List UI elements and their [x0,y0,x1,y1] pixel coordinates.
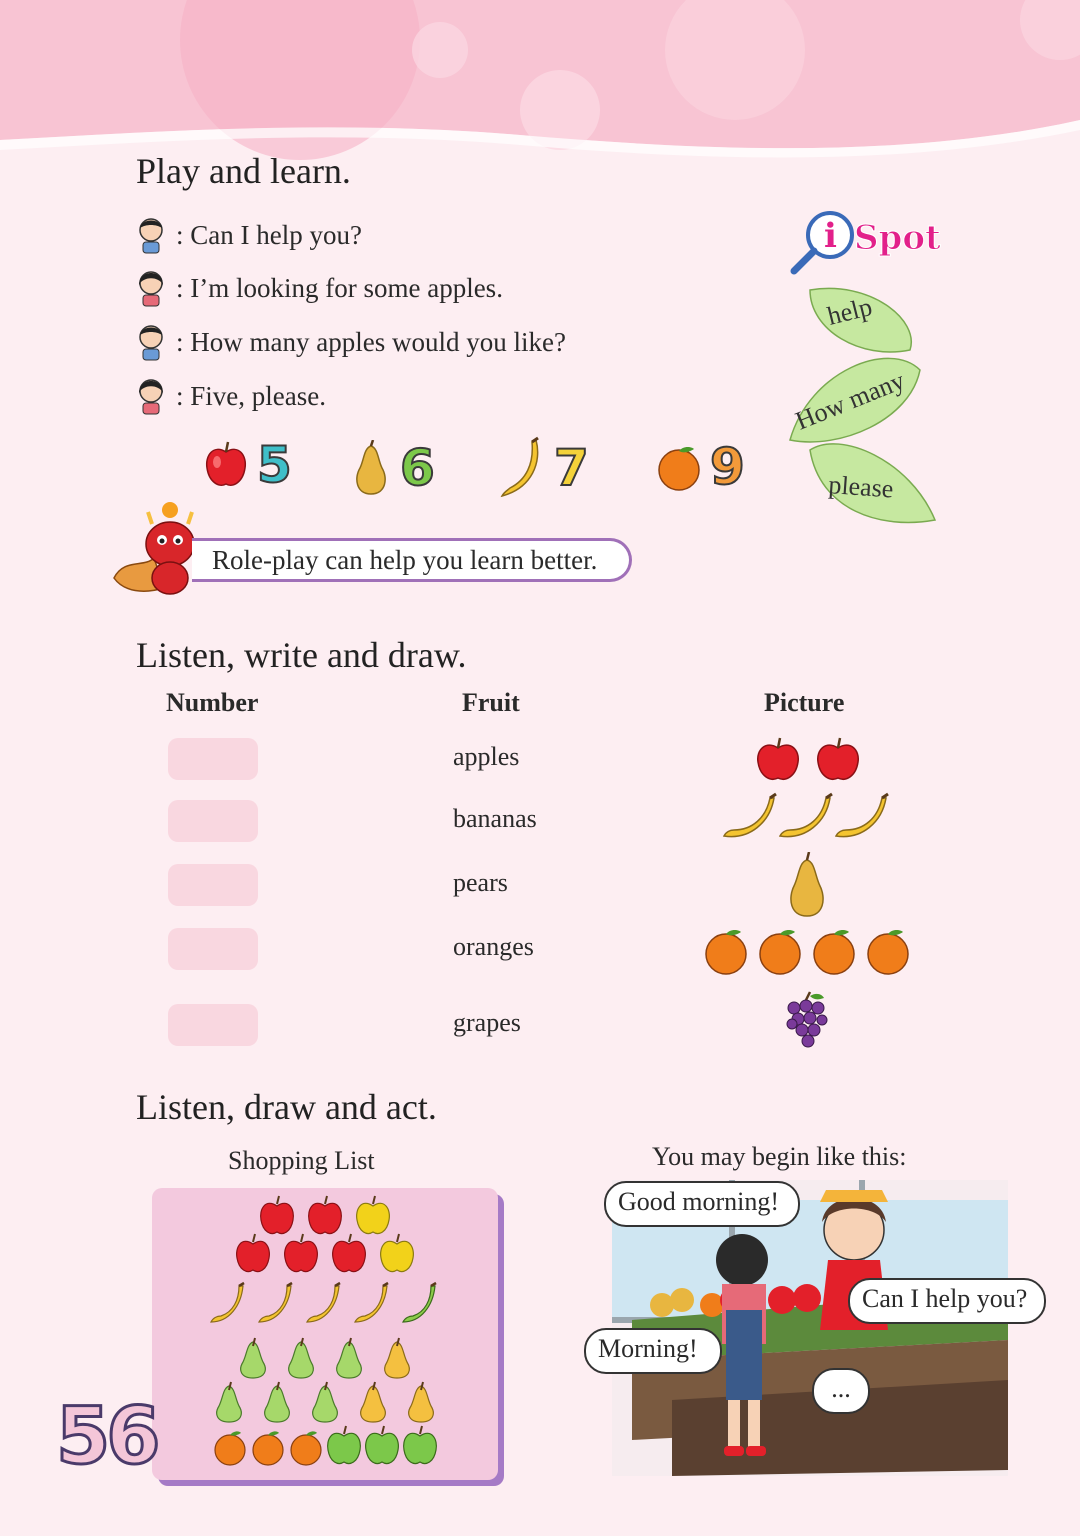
dragon-mascot-icon [104,498,204,598]
shopping-list-title: Shopping List [228,1146,375,1175]
dialogue-line-1 [136,215,362,255]
boy-icon [136,323,166,361]
orange-icon [814,930,854,974]
tip-box: Role-play can help you learn better. [192,538,632,582]
bananas-picture [720,792,896,848]
fruit-name: grapes [453,1008,521,1037]
column-header-fruit: Fruit [462,688,520,717]
apple-icon [203,440,249,490]
number-answer-box[interactable] [168,928,258,970]
green-pear-icon [241,1338,266,1378]
girl-icon [136,269,166,307]
bubble-morning: Morning! [584,1328,722,1374]
ispot-logo [786,205,946,285]
girl-icon [136,377,166,415]
dialogue-text: : Can I help you? [176,219,362,250]
banana-icon [259,1283,292,1322]
dialogue-text: : How many apples would you like? [176,326,566,357]
svg-text:Spot: Spot [854,218,941,258]
banana-icon [780,794,832,837]
page-number: 56 [56,1392,157,1482]
count-banana [496,436,589,500]
green-pear-icon [313,1382,338,1422]
top-banner [0,0,1080,170]
dialogue-text: : I’m looking for some apples. [176,272,503,303]
pear-icon [350,440,392,496]
orange-icon [706,930,746,974]
leaf-word-how-many: How many [791,365,909,436]
count-number: 5 [257,436,292,494]
green-apple-icon [404,1426,437,1464]
ispot-i: i [824,216,837,256]
red-apple-icon [261,1196,294,1234]
yellow-pear-icon [361,1382,386,1422]
bubble-good-morning: Good morning! [604,1181,800,1227]
dialogue-line-2 [136,268,503,308]
leaf-word-help: help [824,291,875,331]
count-orange [656,438,745,496]
section-title-play: Play and learn. [136,151,351,191]
shopping-list-fruits [152,1188,498,1480]
pear-icon [784,852,830,918]
number-answer-box[interactable] [168,800,258,842]
green-pear-icon [265,1382,290,1422]
banana-icon [724,794,776,837]
red-apple-icon [309,1196,342,1234]
section-title-listen-act: Listen, draw and act. [136,1087,437,1127]
number-answer-box[interactable] [168,738,258,780]
apples-picture [754,736,864,784]
green-banana-icon [403,1283,436,1322]
orange-icon [291,1431,321,1465]
fruit-name: bananas [453,804,537,833]
count-pear [350,440,435,496]
orange-icon [253,1431,283,1465]
dialogue-line-3 [136,322,566,362]
yellow-pear-icon [385,1338,410,1378]
orange-icon [760,930,800,974]
oranges-picture [702,924,914,976]
banana-icon [211,1283,244,1322]
fruit-name: oranges [453,932,534,961]
orange-icon [215,1431,245,1465]
ispot-leaves [770,280,950,550]
column-header-picture: Picture [764,688,845,717]
fruit-name: apples [453,742,520,771]
count-number: 6 [400,439,435,497]
count-number: 7 [554,439,589,497]
yellow-apple-icon [357,1196,390,1234]
green-apple-icon [328,1426,361,1464]
red-apple-icon [237,1234,270,1272]
dialogue-line-4 [136,376,326,416]
dialogue-text: : Five, please. [176,380,326,411]
green-pear-icon [217,1382,242,1422]
bubble-ellipsis: ... [812,1368,870,1414]
green-pear-icon [289,1338,314,1378]
orange-icon [868,930,908,974]
yellow-pear-icon [409,1382,434,1422]
yellow-apple-icon [381,1234,414,1272]
orange-icon [656,443,702,491]
count-number: 9 [710,438,745,496]
column-header-number: Number [166,688,259,717]
red-apple-icon [285,1234,318,1272]
grapes-icon [784,990,830,1056]
apple-icon [758,738,799,779]
number-answer-box[interactable] [168,1004,258,1046]
section-title-listen-write: Listen, write and draw. [136,635,467,675]
count-apple [203,436,292,494]
apple-icon [818,738,859,779]
scene-intro: You may begin like this: [652,1142,907,1171]
leaf-word-please: please [827,470,895,504]
banana-icon [355,1283,388,1322]
green-apple-icon [366,1426,399,1464]
red-apple-icon [333,1234,366,1272]
green-pear-icon [337,1338,362,1378]
bubble-can-i-help: Can I help you? [848,1278,1046,1324]
number-answer-box[interactable] [168,864,258,906]
boy-icon [136,216,166,254]
banana-icon [836,794,888,837]
fruit-name: pears [453,868,508,897]
banana-icon [496,436,546,500]
banana-icon [307,1283,340,1322]
